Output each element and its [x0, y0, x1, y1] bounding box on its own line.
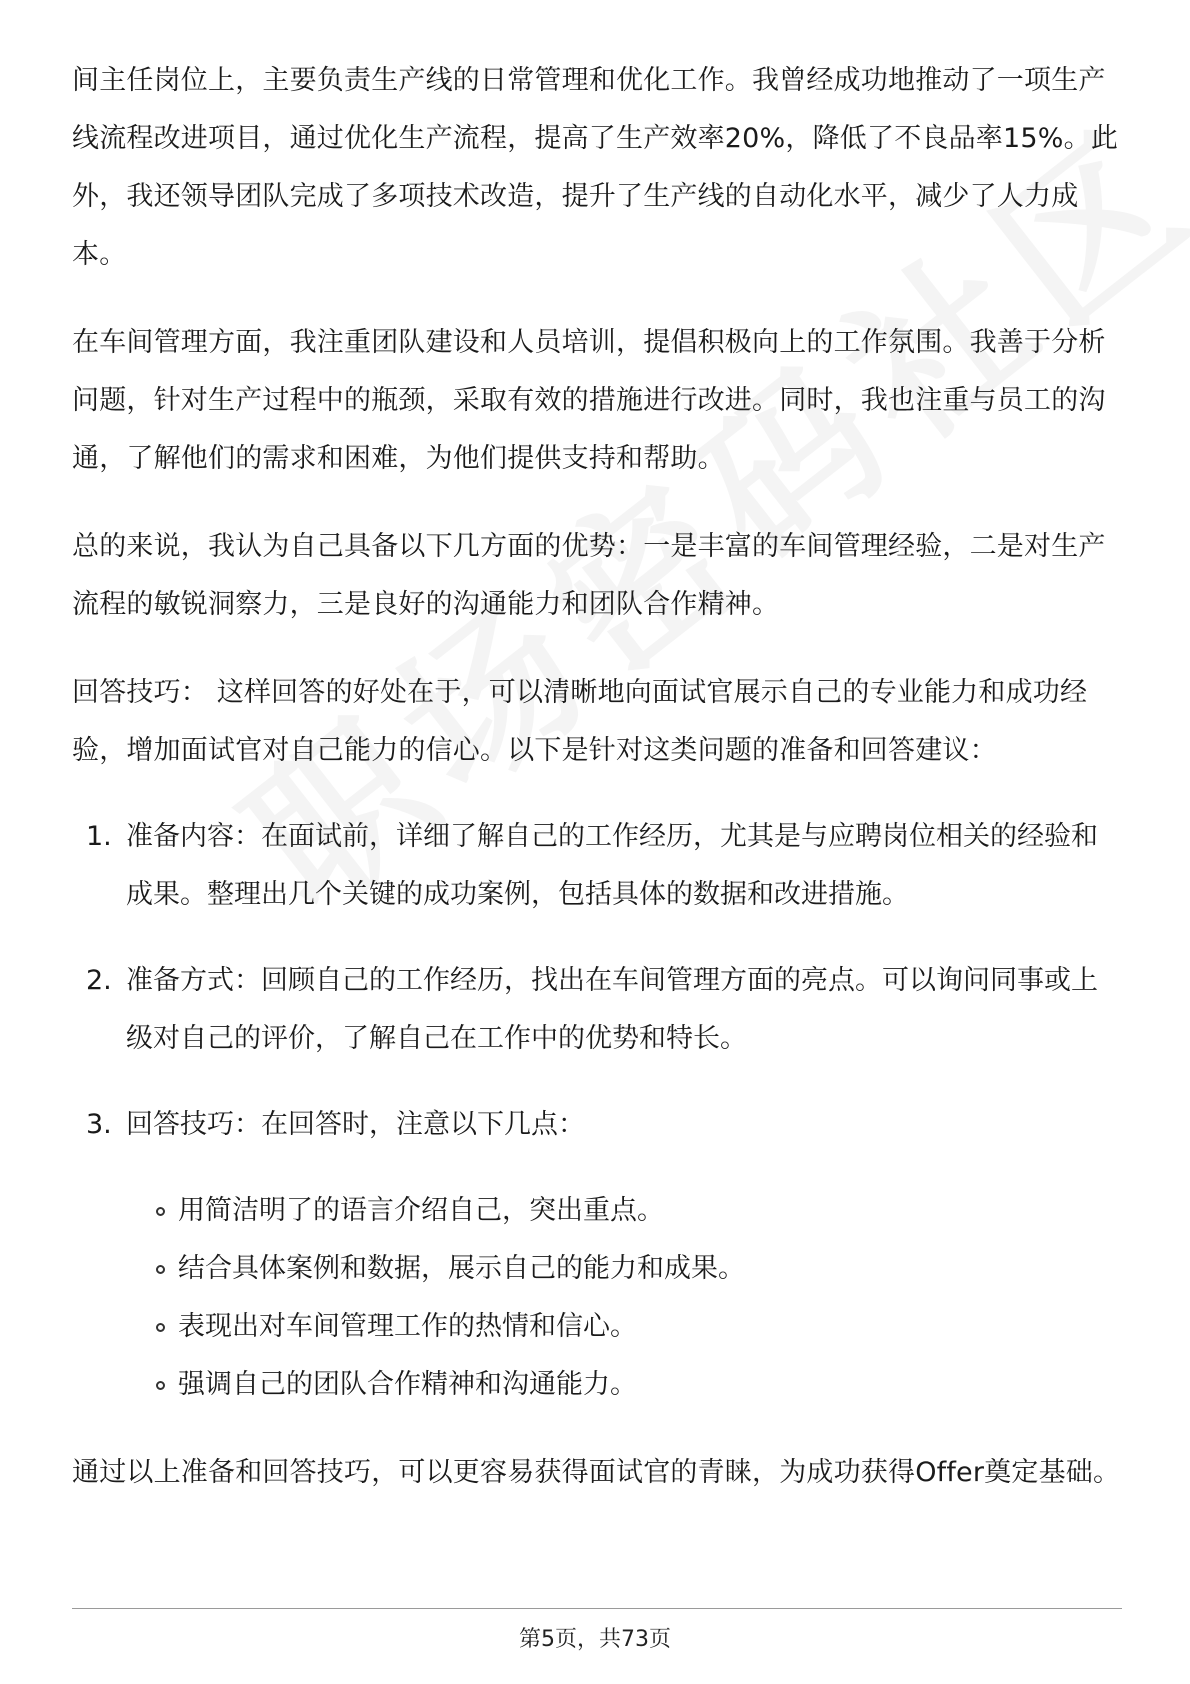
- tips-list: [72, 1182, 1122, 1414]
- list-item: [72, 1356, 1122, 1414]
- list-item-text: 强调自己的团队合作精神和沟通能力。: [178, 1369, 637, 1400]
- bullet-circle-icon: [156, 1265, 165, 1274]
- list-item: [72, 952, 1122, 1068]
- bullet-circle-icon: [156, 1381, 165, 1390]
- list-item: [72, 1182, 1122, 1240]
- list-item-text: 准备方式：回顾自己的工作经历，找出在车间管理方面的亮点。可以询问同事或上级对自己的评价，了解自己在工作中的优势和特长。: [126, 965, 1098, 1054]
- footer-divider: [72, 1608, 1122, 1609]
- list-item: [72, 808, 1122, 924]
- list-item-text: 回答技巧：在回答时，注意以下几点：: [126, 1109, 585, 1140]
- list-item: [72, 1096, 1122, 1154]
- paragraph-experience: 间主任岗位上，主要负责生产线的日常管理和优化工作。我曾经成功地推动了一项生产线流程改进项目，通过优化生产流程，提高了生产效率20%，降低了不良品率15%。此外，我还领导团队完成了多项技术改造，提升了生产线的自动化水平，减少了人力成本。: [72, 65, 1119, 270]
- paragraph-management: 在车间管理方面，我注重团队建设和人员培训，提倡积极向上的工作氛围。我善于分析问题，针对生产过程中的瓶颈，采取有效的措施进行改进。同时，我也注重与员工的沟通，了解他们的需求和困难，为他们提供支持和帮助。: [72, 327, 1106, 474]
- paragraph-conclusion: 通过以上准备和回答技巧，可以更容易获得面试官的青睐，为成功获得Offer奠定基础。: [72, 1457, 1121, 1488]
- list-item-text: 表现出对车间管理工作的热情和信心。: [178, 1311, 637, 1342]
- list-number: 3.: [86, 1109, 112, 1140]
- list-item: [72, 1298, 1122, 1356]
- list-item-text: 用简洁明了的语言介绍自己，突出重点。: [178, 1195, 664, 1226]
- steps-list: [72, 808, 1122, 1154]
- bullet-circle-icon: [156, 1323, 165, 1332]
- list-number: 2.: [86, 965, 112, 996]
- list-item-text: 准备内容：在面试前，详细了解自己的工作经历，尤其是与应聘岗位相关的经验和成果。整理出几个关键的成功案例，包括具体的数据和改进措施。: [126, 821, 1098, 910]
- page-number: 第5页，共73页: [519, 1627, 671, 1652]
- list-number: 1.: [86, 821, 112, 852]
- document-body: [72, 52, 1122, 1502]
- list-item: [72, 1240, 1122, 1298]
- paragraph-summary: 总的来说，我认为自己具备以下几方面的优势：一是丰富的车间管理经验，二是对生产流程的敏锐洞察力，三是良好的沟通能力和团队合作精神。: [72, 531, 1106, 620]
- bullet-circle-icon: [156, 1207, 165, 1216]
- paragraph-answer-tips: 回答技巧： 这样回答的好处在于，可以清晰地向面试官展示自己的专业能力和成功经验，增加面试官对自己能力的信心。以下是针对这类问题的准备和回答建议：: [72, 677, 1088, 766]
- list-item-text: 结合具体案例和数据，展示自己的能力和成果。: [178, 1253, 745, 1284]
